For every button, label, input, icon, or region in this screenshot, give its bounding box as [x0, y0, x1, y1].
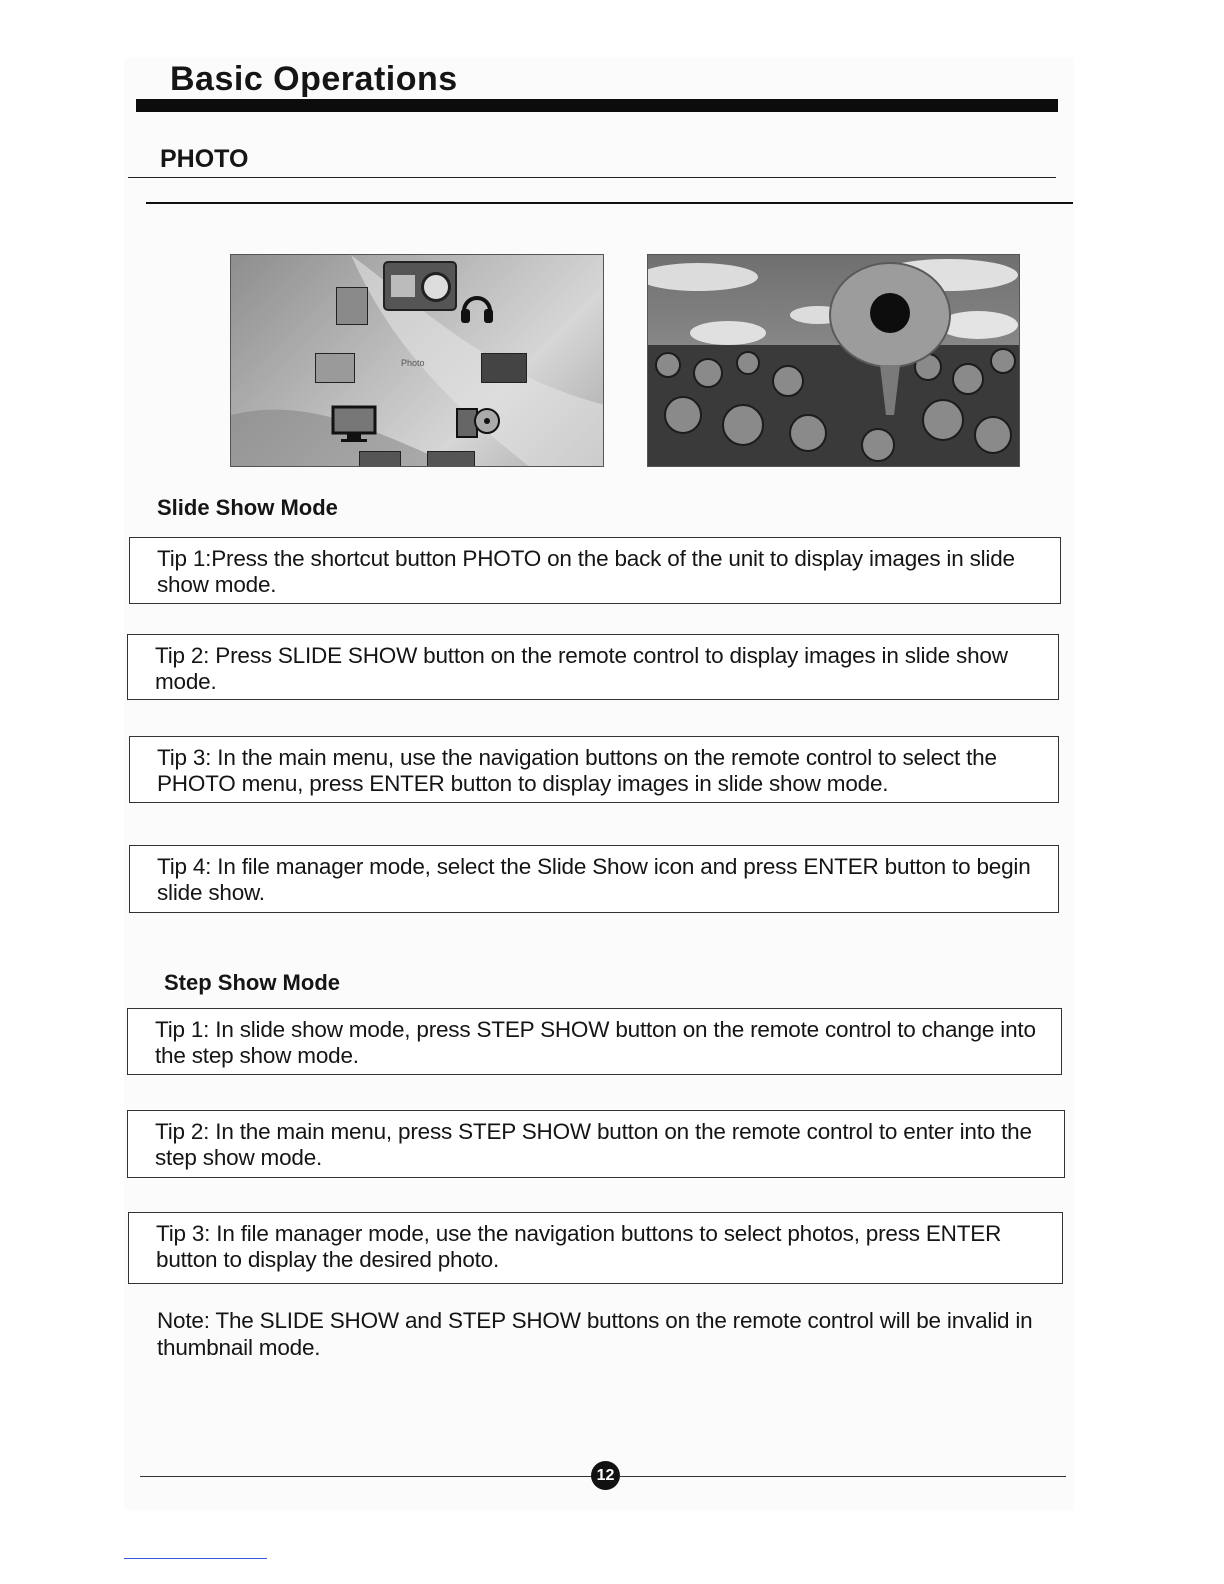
folder-icon — [315, 353, 355, 383]
step-show-tip-1 — [127, 1008, 1062, 1075]
step-show-heading: Step Show Mode — [164, 970, 340, 995]
settings-icon — [359, 451, 401, 467]
sunflower-photo — [647, 254, 1020, 467]
slide-show-tip-3 — [129, 736, 1059, 803]
tip-text: Tip 2: Press SLIDE SHOW button on the remote control to display images in slide show mode. — [155, 643, 1008, 694]
page-number-badge: 12 — [591, 1461, 620, 1490]
section-title: PHOTO — [160, 145, 249, 173]
tip-text: Tip 2: In the main menu, press STEP SHOW button on the remote control to enter into the step show mode. — [155, 1119, 1032, 1170]
footer-rule-left — [140, 1476, 592, 1477]
slide-show-tip-4 — [129, 845, 1059, 913]
footer-rule-right — [620, 1476, 1066, 1477]
tip-text: Tip 4: In file manager mode, select the Slide Show icon and press ENTER button to begin slide show. — [157, 854, 1031, 905]
step-show-tip-3 — [128, 1212, 1063, 1284]
main-menu-screenshot — [230, 254, 604, 467]
sunflower-image — [648, 255, 1020, 467]
clock-icon — [427, 451, 475, 467]
camera-icon — [383, 261, 457, 311]
headphones-icon — [459, 287, 495, 325]
corner-underline — [124, 1558, 267, 1559]
slide-show-tip-2 — [127, 634, 1059, 700]
title-underline — [136, 99, 1058, 112]
slide-show-tip-1 — [129, 537, 1061, 604]
section-rule-lower — [146, 202, 1073, 204]
menu-center-label: Photo — [401, 358, 425, 368]
slide-show-heading: Slide Show Mode — [157, 495, 338, 520]
music-icon — [481, 353, 527, 383]
tip-text: Tip 3: In the main menu, use the navigation buttons on the remote control to select the PHOTO menu, press ENTER button to display images in slide show mode. — [157, 745, 997, 796]
note-text: Note: The SLIDE SHOW and STEP SHOW buttons on the remote control will be invalid in thumbnail mode. — [157, 1308, 1033, 1360]
monitor-icon — [331, 405, 377, 443]
tip-text: Tip 1: In slide show mode, press STEP SHOW button on the remote control to change into the step show mode. — [155, 1017, 1036, 1068]
tip-text: Tip 3: In file manager mode, use the navigation buttons to select photos, press ENTER button to display the desired photo. — [156, 1221, 1002, 1272]
film-icon — [455, 403, 501, 439]
tip-text: Tip 1:Press the shortcut button PHOTO on the back of the unit to display images in slide show mode. — [157, 546, 1015, 597]
document-icon — [336, 287, 368, 325]
page-title: Basic Operations — [170, 60, 458, 98]
section-rule — [128, 177, 1056, 178]
step-show-tip-2 — [127, 1110, 1065, 1178]
